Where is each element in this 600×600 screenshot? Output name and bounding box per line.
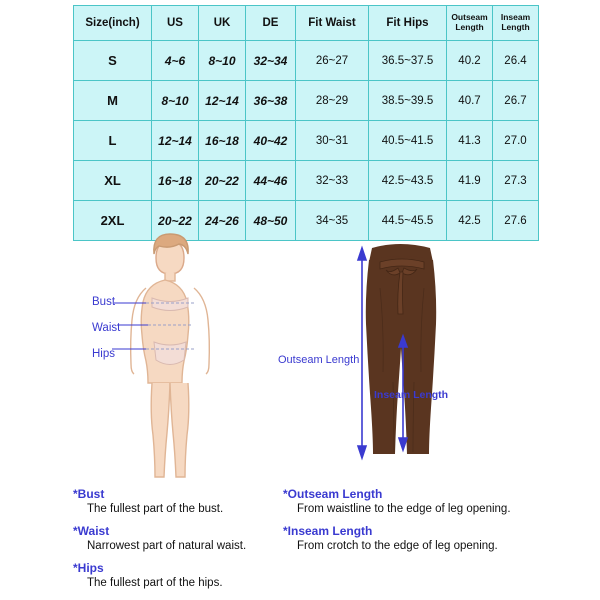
pants-label-inseam-length: Inseam Length [374,389,449,401]
cell-uk: 20~22 [199,161,246,201]
cell-outseam-length: 40.2 [447,41,493,81]
table-row [74,161,539,201]
outseam-word-2: Length [455,22,484,32]
cell-outseam-length: 41.3 [447,121,493,161]
cell-fit-waist: 32~33 [296,161,369,201]
cell-fit-waist: 28~29 [296,81,369,121]
legend-column-pants [283,487,593,561]
cell-outseam-length: 40.7 [447,81,493,121]
column-header-fit-hips: Fit Hips [369,6,447,41]
column-header-de: DE [246,6,296,41]
column-header-uk: UK [199,6,246,41]
cell-de: 40~42 [246,121,296,161]
cell-de: 48~50 [246,201,296,241]
cell-us: 20~22 [152,201,199,241]
table-row [74,121,539,161]
cell-fit-waist: 34~35 [296,201,369,241]
legend [0,487,600,600]
cell-inseam-length: 27.3 [493,161,539,201]
cell-inseam-length: 26.7 [493,81,539,121]
legend-desc-hips: The fullest part of the hips. [87,577,223,589]
legend-term-inseam-length: *Inseam Length [283,524,373,538]
column-header-outseam-length [447,6,493,41]
cell-us: 16~18 [152,161,199,201]
outseam-word-1: Outseam [451,12,488,23]
column-header-fit-waist: Fit Waist [296,6,369,41]
cell-fit-hips: 44.5~45.5 [369,201,447,241]
outseam-arrow [358,248,366,458]
cell-size: 2XL [74,201,152,241]
cell-fit-hips: 42.5~43.5 [369,161,447,201]
body-label-waist: Waist [92,322,121,334]
cell-uk: 12~14 [199,81,246,121]
legend-term-outseam-length: *Outseam Length [283,487,383,501]
pants-label-outseam-length: Outseam Length [278,354,360,366]
inseam-word-2: Length [501,22,530,32]
pants-figure-icon [340,232,600,487]
cell-us: 8~10 [152,81,199,121]
legend-desc-outseam-length: From waistline to the edge of leg opening. [297,503,511,515]
measurement-diagram [0,232,600,487]
cell-fit-waist: 30~31 [296,121,369,161]
cell-fit-waist: 26~27 [296,41,369,81]
cell-inseam-length: 27.6 [493,201,539,241]
cell-size: M [74,81,152,121]
cell-fit-hips: 38.5~39.5 [369,81,447,121]
table-row [74,41,539,81]
cell-de: 32~34 [246,41,296,81]
cell-uk: 16~18 [199,121,246,161]
cell-fit-hips: 40.5~41.5 [369,121,447,161]
cell-inseam-length: 27.0 [493,121,539,161]
cell-size: L [74,121,152,161]
inseam-word-1: Inseam [500,12,531,23]
cell-size: XL [74,161,152,201]
cell-us: 4~6 [152,41,199,81]
legend-term-hips: *Hips [73,561,104,575]
legend-desc-waist: Narrowest part of natural waist. [87,540,247,552]
cell-uk: 8~10 [199,41,246,81]
size-chart-table [73,5,539,241]
cell-outseam-length: 41.9 [447,161,493,201]
cell-us: 12~14 [152,121,199,161]
cell-size: S [74,41,152,81]
cell-fit-hips: 36.5~37.5 [369,41,447,81]
briefs-shape [154,342,186,365]
cell-outseam-length: 42.5 [447,201,493,241]
cell-de: 36~38 [246,81,296,121]
cell-de: 44~46 [246,161,296,201]
column-header-us: US [152,6,199,41]
table-row [74,81,539,121]
body-label-bust: Bust [92,296,116,308]
cell-inseam-length: 26.4 [493,41,539,81]
legend-column-body [73,487,283,598]
table-header-row [74,6,539,41]
legend-desc-inseam-length: From crotch to the edge of leg opening. [297,540,498,552]
legend-desc-bust: The fullest part of the bust. [87,503,224,515]
cell-uk: 24~26 [199,201,246,241]
legend-term-waist: *Waist [73,524,110,538]
body-label-hips: Hips [92,348,116,360]
legend-term-bust: *Bust [73,487,105,501]
column-header-inseam-length [493,6,539,41]
column-header-size: Size(inch) [74,6,152,41]
